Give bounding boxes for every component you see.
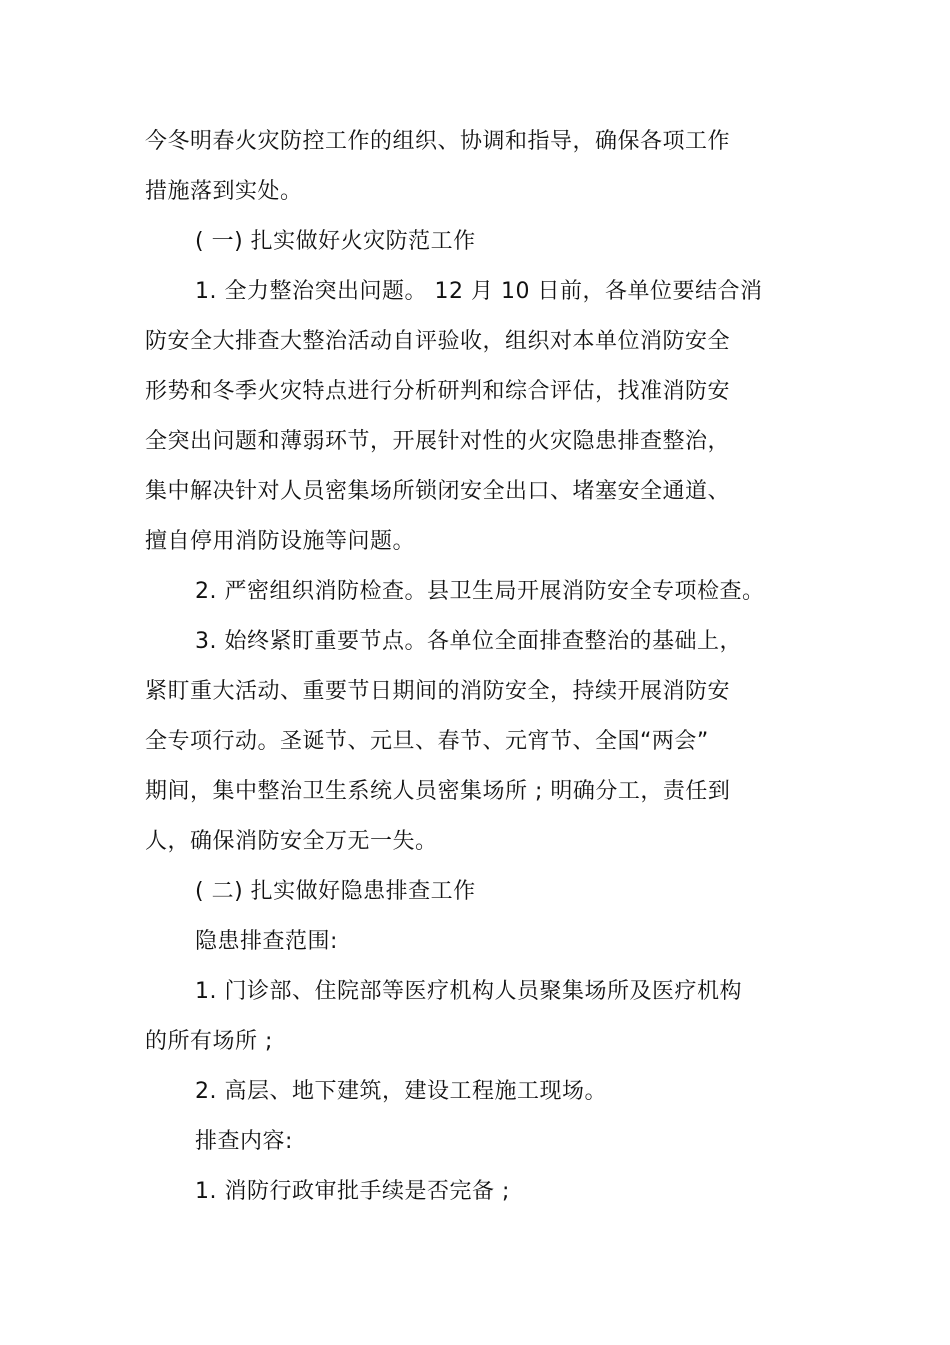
text-line: 的所有场所 ; — [145, 1029, 273, 1054]
list-item: 1. 消防行政审批手续是否完备 ; — [195, 1179, 510, 1204]
text-line: 人，确保消防安全万无一失。 — [145, 829, 438, 854]
text-line: 擅自停用消防设施等问题。 — [145, 529, 416, 554]
text-line: 措施落到实处。 — [145, 179, 303, 204]
list-item: 1. 全力整治突出问题。 12 月 10 日前，各单位要结合消 — [195, 279, 763, 304]
sub-heading: 隐患排查范围: — [195, 929, 338, 954]
list-item: 1. 门诊部、住院部等医疗机构人员聚集场所及医疗机构 — [195, 979, 742, 1004]
section-heading: ( 一) 扎实做好火灾防范工作 — [195, 229, 476, 254]
text-line: 防安全大排查大整治活动自评验收，组织对本单位消防安全 — [145, 329, 731, 354]
sub-heading: 排查内容: — [195, 1129, 293, 1154]
text-line: 今冬明春火灾防控工作的组织、协调和指导，确保各项工作 — [145, 129, 731, 154]
text-line: 全突出问题和薄弱环节，开展针对性的火灾隐患排查整治， — [145, 429, 731, 454]
list-item: 2. 严密组织消防检查。县卫生局开展消防安全专项检查。 — [195, 579, 765, 604]
list-item: 2. 高层、地下建筑，建设工程施工现场。 — [195, 1079, 607, 1104]
text-line: 全专项行动。圣诞节、元旦、春节、元宵节、全国“两会” — [145, 729, 709, 754]
list-item: 3. 始终紧盯重要节点。各单位全面排查整治的基础上， — [195, 629, 742, 654]
text-line: 形势和冬季火灾特点进行分析研判和综合评估，找准消防安 — [145, 379, 731, 404]
text-line: 集中解决针对人员密集场所锁闭安全出口、堵塞安全通道、 — [145, 479, 731, 504]
text-line: 紧盯重大活动、重要节日期间的消防安全，持续开展消防安 — [145, 679, 731, 704]
section-heading: ( 二) 扎实做好隐患排查工作 — [195, 879, 476, 904]
text-line: 期间，集中整治卫生系统人员密集场所 ; 明确分工，责任到 — [145, 779, 731, 804]
